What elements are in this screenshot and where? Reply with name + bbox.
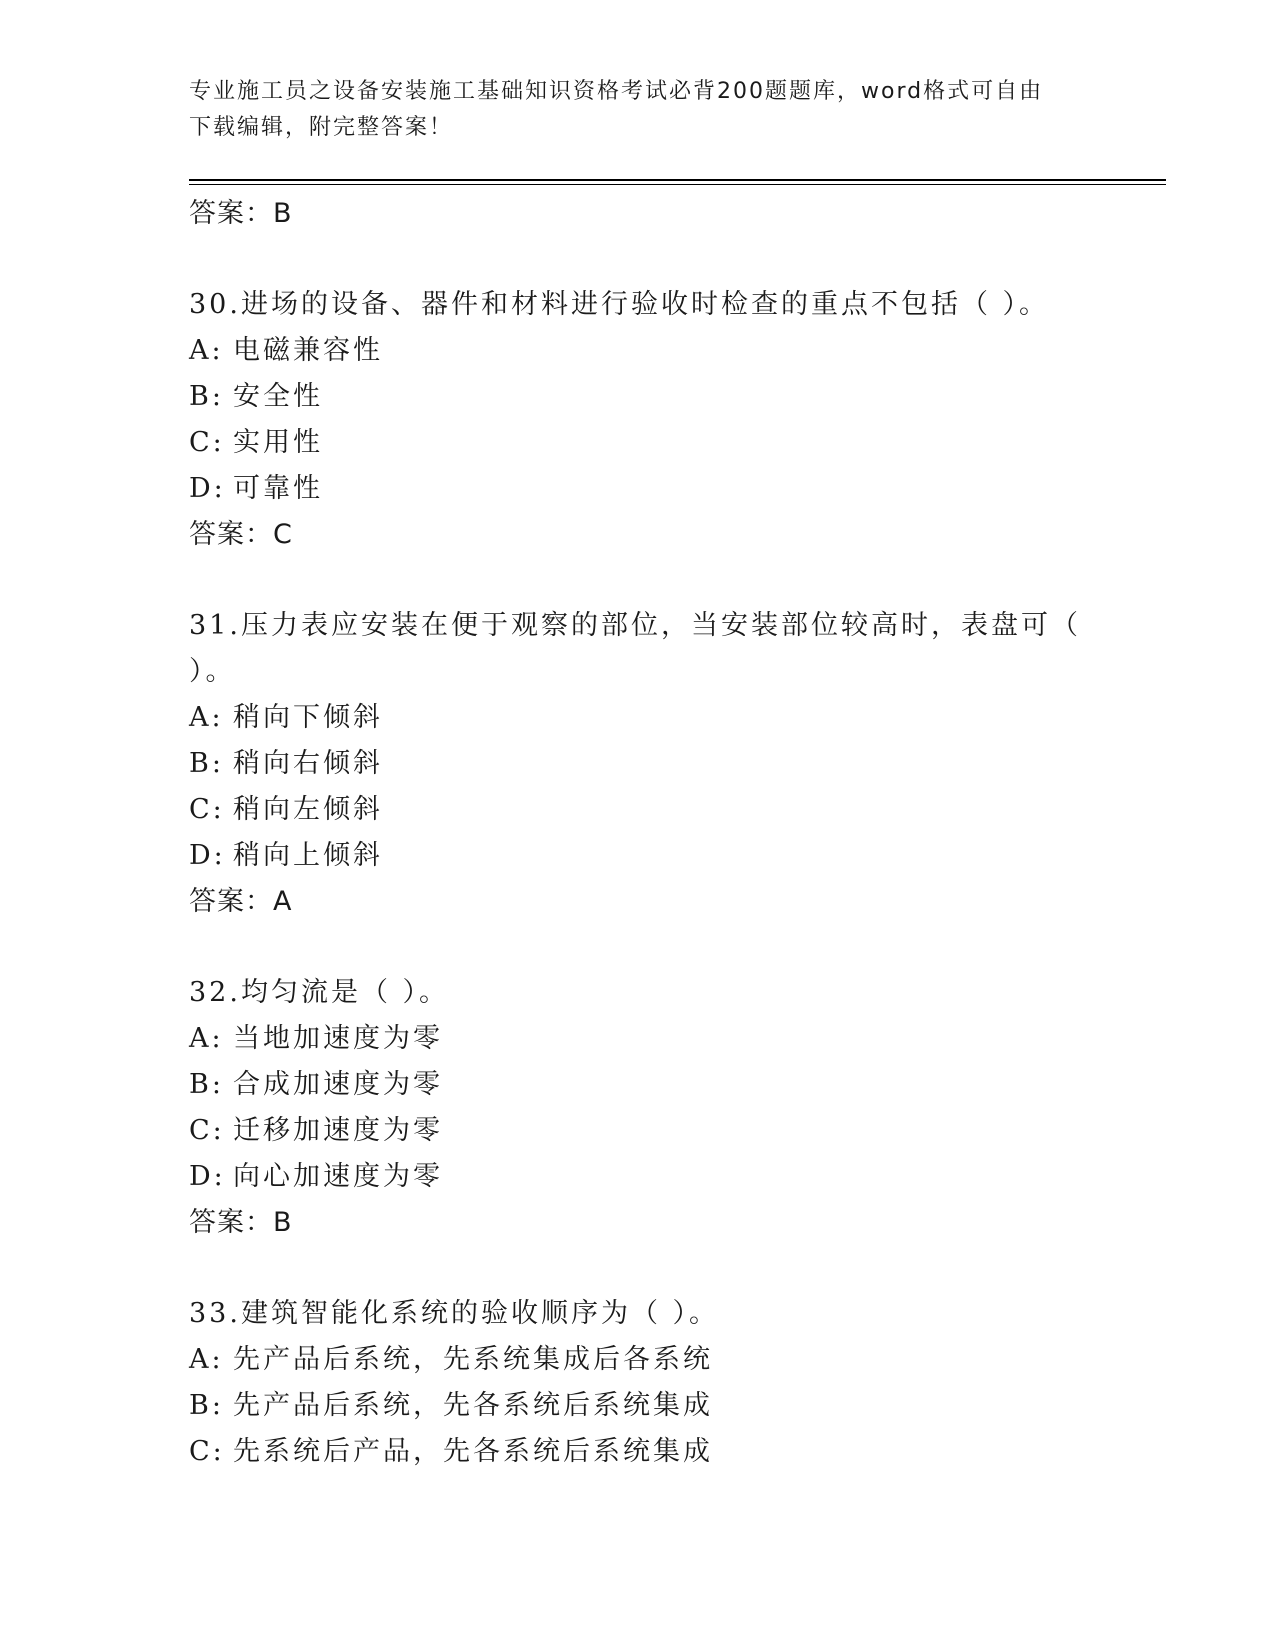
question-31-text-line-1: 31.压力表应安装在便于观察的部位，当安装部位较高时，表盘可（ <box>189 610 1081 641</box>
document-header <box>189 74 1089 146</box>
question-31-answer: 答案：A <box>189 886 293 917</box>
question-31-option-c <box>189 787 1089 833</box>
question-30-answer: 答案：C <box>189 519 293 550</box>
option-key: A: <box>189 702 224 733</box>
option-text: 电磁兼容性 <box>233 335 383 366</box>
question-32-option-a <box>189 1016 1089 1062</box>
question-list <box>189 191 1089 1475</box>
question-33-option-c <box>189 1429 1089 1475</box>
option-key: D: <box>189 473 226 504</box>
option-text: 稍向下倾斜 <box>233 702 383 733</box>
question-33-option-a <box>189 1337 1089 1383</box>
option-text: 先产品后系统，先各系统后系统集成 <box>233 1390 713 1421</box>
question-32-option-d <box>189 1154 1089 1200</box>
option-key: A: <box>189 1344 224 1375</box>
option-text: 可靠性 <box>233 473 323 504</box>
option-key: C: <box>189 427 225 458</box>
question-31-option-d <box>189 833 1089 879</box>
previous-answer: 答案：B <box>189 198 293 229</box>
question-31-option-b <box>189 741 1089 787</box>
option-text: 当地加速度为零 <box>233 1023 443 1054</box>
option-text: 稍向右倾斜 <box>233 748 383 779</box>
option-key: C: <box>189 794 225 825</box>
header-divider-thin <box>189 184 1166 185</box>
question-33-text: 33.建筑智能化系统的验收顺序为（ ）。 <box>189 1298 720 1329</box>
option-key: C: <box>189 1436 225 1467</box>
option-text: 先产品后系统，先系统集成后各系统 <box>233 1344 713 1375</box>
question-32-answer: 答案：B <box>189 1207 293 1238</box>
option-key: D: <box>189 840 226 871</box>
option-key: C: <box>189 1115 225 1146</box>
option-text: 稍向上倾斜 <box>233 840 383 871</box>
question-33-option-b <box>189 1383 1089 1429</box>
option-key: B: <box>189 381 224 412</box>
question-30-option-b <box>189 374 1089 420</box>
option-key: B: <box>189 1390 224 1421</box>
option-text: 安全性 <box>233 381 323 412</box>
question-31-text <box>189 603 1089 695</box>
header-line-1: 专业施工员之设备安装施工基础知识资格考试必背200题题库，word格式可自由 <box>189 79 1044 104</box>
option-key: B: <box>189 1069 224 1100</box>
option-text: 迁移加速度为零 <box>233 1115 443 1146</box>
header-divider <box>189 179 1166 181</box>
question-30-text: 30.进场的设备、器件和材料进行验收时检查的重点不包括（ ）。 <box>189 289 1050 320</box>
question-32-option-c <box>189 1108 1089 1154</box>
question-30-option-a <box>189 328 1089 374</box>
option-text: 先系统后产品，先各系统后系统集成 <box>233 1436 713 1467</box>
header-line-2: 下载编辑，附完整答案！ <box>189 115 454 140</box>
option-key: A: <box>189 1023 224 1054</box>
option-key: A: <box>189 335 224 366</box>
option-text: 实用性 <box>233 427 323 458</box>
option-text: 稍向左倾斜 <box>233 794 383 825</box>
question-31-text-line-2: ）。 <box>189 656 236 687</box>
question-32-text: 32.均匀流是（ ）。 <box>189 977 450 1008</box>
question-32-option-b <box>189 1062 1089 1108</box>
option-key: D: <box>189 1161 226 1192</box>
question-31-option-a <box>189 695 1089 741</box>
option-text: 合成加速度为零 <box>233 1069 443 1100</box>
question-30-option-d <box>189 466 1089 512</box>
question-30-option-c <box>189 420 1089 466</box>
option-text: 向心加速度为零 <box>233 1161 443 1192</box>
option-key: B: <box>189 748 224 779</box>
